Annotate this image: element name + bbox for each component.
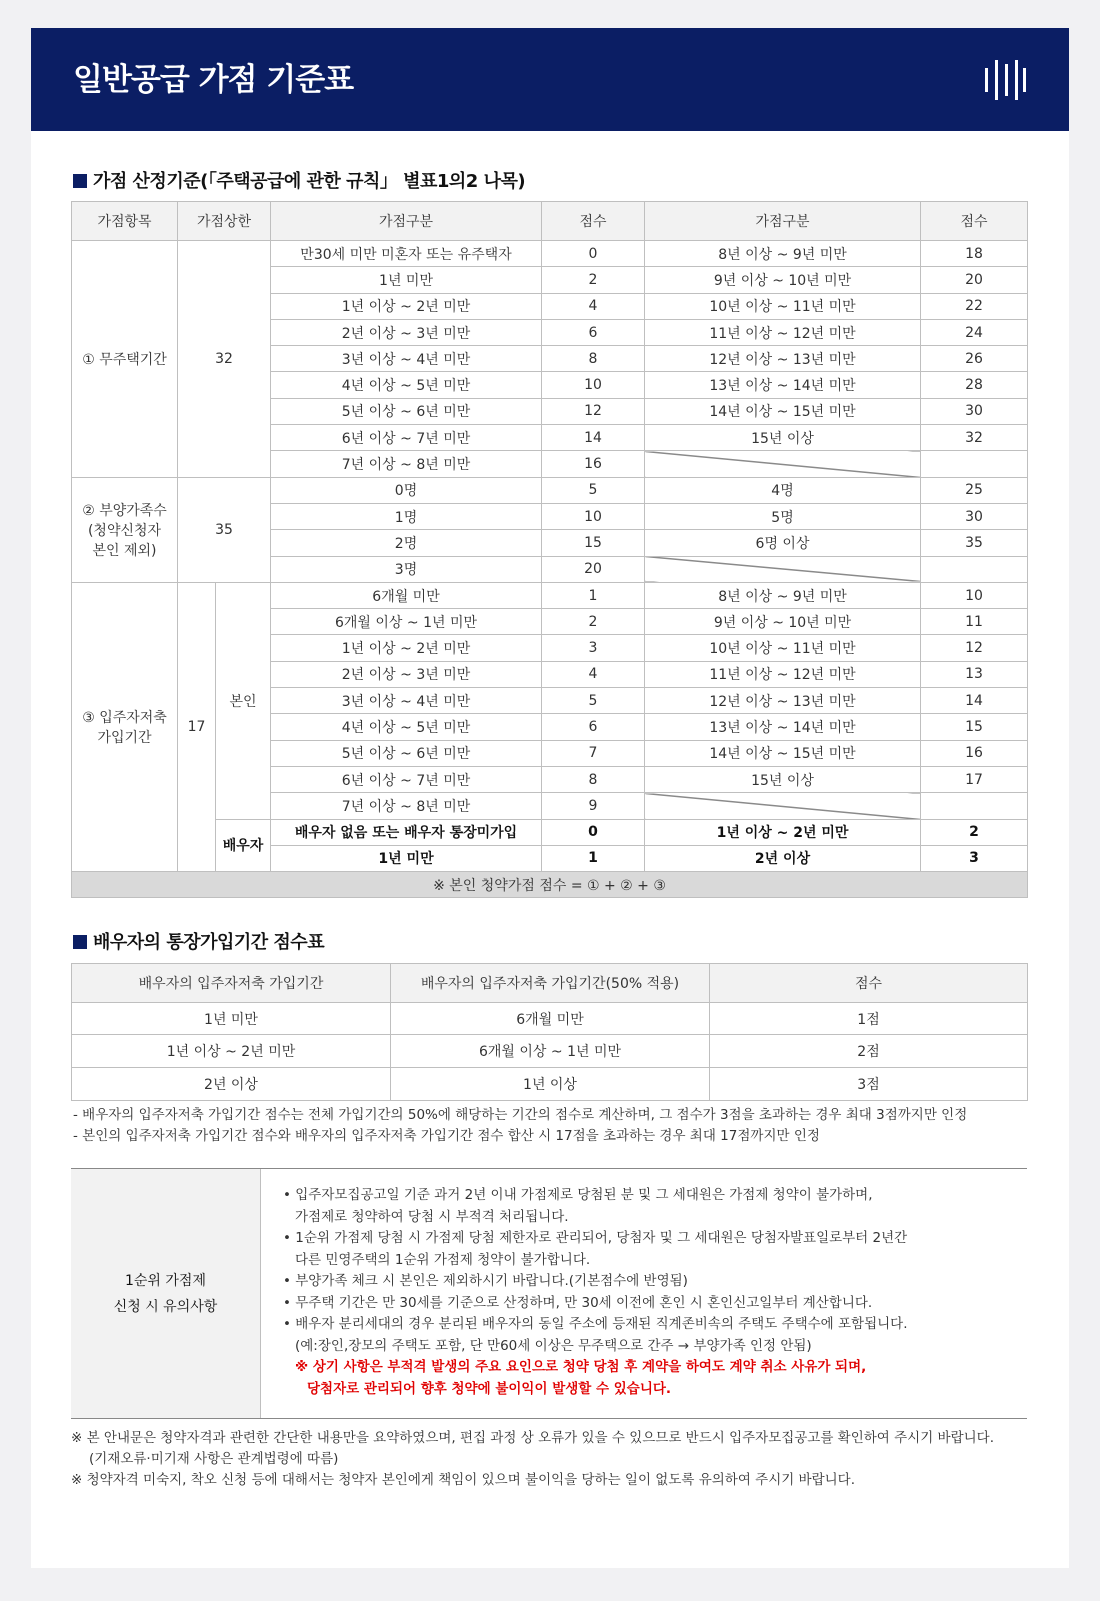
score-criteria-table xyxy=(71,201,1028,898)
table-cell: 4년 이상 ~ 5년 미만 xyxy=(271,372,542,398)
table-cell: 6개월 이상 ~ 1년 미만 xyxy=(391,1035,710,1068)
table-cell: 22 xyxy=(921,293,1028,319)
table-cell: 6년 이상 ~ 7년 미만 xyxy=(271,766,542,792)
table-cell: 18 xyxy=(921,241,1028,267)
col-header-spouse-period: 배우자의 입주자저축 가입기간 xyxy=(72,964,391,1003)
table-cell: 3점 xyxy=(710,1068,1028,1101)
table-cell: 11년 이상 ~ 12년 미만 xyxy=(645,319,921,345)
table-cell: 26 xyxy=(921,346,1028,372)
table-cell: 2년 이상 xyxy=(72,1068,391,1101)
square-bullet-icon xyxy=(73,174,87,188)
table-cell: 1년 이상 ~ 2년 미만 xyxy=(271,293,542,319)
table-cell: 4 xyxy=(542,661,645,687)
table-cell: 15 xyxy=(542,530,645,556)
table-cell: 7년 이상 ~ 8년 미만 xyxy=(271,451,542,477)
table-cell: 5 xyxy=(542,688,645,714)
table-cell: 30 xyxy=(921,398,1028,424)
table-cell: 6 xyxy=(542,714,645,740)
subgroup-label-spouse: 배우자 xyxy=(216,819,271,872)
table-cell: 32 xyxy=(921,425,1028,451)
spouse-notes xyxy=(73,1105,967,1147)
table-cell: 25 xyxy=(921,477,1028,503)
table-cell: 16 xyxy=(921,740,1028,766)
table-cell: 8 xyxy=(542,346,645,372)
square-bullet-icon xyxy=(73,935,87,949)
col-header-item: 가점항목 xyxy=(72,202,178,241)
table-cell: 1년 미만 xyxy=(72,1003,391,1035)
table-cell: 4명 xyxy=(645,477,921,503)
subgroup-label-self: 본인 xyxy=(216,582,271,819)
table-cell: 17 xyxy=(921,766,1028,792)
footer-line: ※ 본 안내문은 청약자격과 관련한 간단한 내용만을 요약하였으며, 편집 과정 상 오류가 있을 수 있으므로 반드시 입주자모집공고를 확인하여 주시기 바랍니다. xyxy=(71,1430,995,1446)
table-row xyxy=(72,1003,1028,1035)
table-cell: 12 xyxy=(542,398,645,424)
table-cell: 20 xyxy=(542,556,645,582)
note-line: - 배우자의 입주자저축 가입기간 점수는 전체 가입기간의 50%에 해당하는 기간의 점수로 계산하며, 그 점수가 3점을 초과하는 경우 최대 3점까지만 인정 xyxy=(73,1107,968,1123)
footer-line: ※ 청약자격 미숙지, 착오 신청 등에 대해서는 청약자 본인에게 책임이 있으며 불이익을 당하는 일이 없도록 유의하여 주시기 바랍니다. xyxy=(71,1472,856,1488)
table-cell: 1 xyxy=(542,582,645,608)
table-cell: 2년 이상 ~ 3년 미만 xyxy=(271,319,542,345)
table-cell: 12년 이상 ~ 13년 미만 xyxy=(645,688,921,714)
table-cell: 4 xyxy=(542,293,645,319)
page-title: 일반공급 가점 기준표 xyxy=(73,62,354,98)
table-cell: 1 xyxy=(542,845,645,871)
table-cell: 만30세 미만 미혼자 또는 유주택자 xyxy=(271,241,542,267)
table-cell: 2 xyxy=(542,609,645,635)
col-header-max: 가점상한 xyxy=(178,202,271,241)
col-header-category-2: 가점구분 xyxy=(645,202,921,241)
page-header xyxy=(31,28,1069,131)
brand-logo-icon xyxy=(983,58,1027,102)
empty-cell xyxy=(921,793,1028,819)
caution-line: • 무주택 기간은 만 30세를 기준으로 산정하며, 만 30세 이전에 혼인 시 혼인신고일부터 계산합니다. xyxy=(283,1294,873,1311)
footer-notes xyxy=(71,1428,994,1491)
col-header-spouse-period-half: 배우자의 입주자저축 가입기간(50% 적용) xyxy=(391,964,710,1003)
table-cell: 7 xyxy=(542,740,645,766)
table-cell: 1명 xyxy=(271,503,542,529)
table-cell: 3명 xyxy=(271,556,542,582)
table-cell: 8년 이상 ~ 9년 미만 xyxy=(645,241,921,267)
caution-line: • 입주자모집공고일 기준 과거 2년 이내 가점제로 당첨된 분 및 그 세대원은 가점제 청약이 불가하며, xyxy=(283,1187,873,1203)
table-cell: 8년 이상 ~ 9년 미만 xyxy=(645,582,921,608)
col-header-score-2: 점수 xyxy=(921,202,1028,241)
empty-cell xyxy=(921,451,1028,477)
table-cell: 2년 이상 ~ 3년 미만 xyxy=(271,661,542,687)
caution-line: 가점제로 청약하여 당첨 시 부적격 처리됩니다. xyxy=(295,1208,569,1225)
footer-line: (기재오류·미기재 사항은 관계법령에 따름) xyxy=(89,1451,339,1467)
spouse-score-table xyxy=(71,963,1028,1101)
table-cell: 3 xyxy=(921,845,1028,871)
table-cell: 2명 xyxy=(271,530,542,556)
table-row xyxy=(72,241,1028,267)
caution-line: 다른 민영주택의 1순위 가점제 청약이 불가합니다. xyxy=(295,1251,591,1268)
table-row xyxy=(72,477,1028,503)
table-cell: 5년 이상 ~ 6년 미만 xyxy=(271,740,542,766)
table-cell: 12년 이상 ~ 13년 미만 xyxy=(645,346,921,372)
table-cell: 9년 이상 ~ 10년 미만 xyxy=(645,267,921,293)
table-cell: 14 xyxy=(542,425,645,451)
table-cell: 13년 이상 ~ 14년 미만 xyxy=(645,372,921,398)
table-cell: 15 xyxy=(921,714,1028,740)
table-cell: 14년 이상 ~ 15년 미만 xyxy=(645,398,921,424)
table-cell: 2점 xyxy=(710,1035,1028,1068)
table-cell: 30 xyxy=(921,503,1028,529)
table-cell: 0 xyxy=(542,241,645,267)
table-cell: 1년 이상 ~ 2년 미만 xyxy=(271,635,542,661)
table-cell: 20 xyxy=(921,267,1028,293)
group-max: 35 xyxy=(178,477,271,582)
table-cell: 3 xyxy=(542,635,645,661)
table-cell: 2 xyxy=(542,267,645,293)
table-cell: 9년 이상 ~ 10년 미만 xyxy=(645,609,921,635)
group-label: ③ 입주자저축 가입기간 xyxy=(72,582,178,871)
table-row xyxy=(72,1035,1028,1068)
table-cell: 13 xyxy=(921,661,1028,687)
table-cell: 1년 이상 ~ 2년 미만 xyxy=(72,1035,391,1068)
table-cell: 3년 이상 ~ 4년 미만 xyxy=(271,688,542,714)
table-cell: 7년 이상 ~ 8년 미만 xyxy=(271,793,542,819)
table-cell: 배우자 없음 또는 배우자 통장미가입 xyxy=(271,819,542,845)
table-cell: 6개월 이상 ~ 1년 미만 xyxy=(271,609,542,635)
table-header-row xyxy=(72,964,1028,1003)
table-cell: 6개월 미만 xyxy=(271,582,542,608)
table-cell: 24 xyxy=(921,319,1028,345)
empty-cell xyxy=(645,556,921,582)
table-cell: 1년 미만 xyxy=(271,267,542,293)
col-header-score: 점수 xyxy=(542,202,645,241)
table-row xyxy=(72,872,1028,898)
caution-warning: 당첨자로 관리되어 향후 청약에 불이익이 발생할 수 있습니다. xyxy=(307,1380,672,1397)
caution-warning: ※ 상기 사항은 부적격 발생의 주요 요인으로 청약 당첨 후 계약을 하여도 계약 취소 사유가 되며, xyxy=(295,1359,867,1375)
col-header-category: 가점구분 xyxy=(271,202,542,241)
note-line: - 본인의 입주자저축 가입기간 점수와 배우자의 입주자저축 가입기간 점수 합산 시 17점을 초과하는 경우 최대 17점까지만 인정 xyxy=(73,1128,820,1144)
table-cell: 1점 xyxy=(710,1003,1028,1035)
table-row xyxy=(72,819,1028,845)
table-row xyxy=(72,582,1028,608)
empty-cell xyxy=(645,451,921,477)
section-title-spouse: 배우자의 통장가입기간 점수표 xyxy=(73,928,324,954)
score-formula-note: ※ 본인 청약가점 점수 = ① + ② + ③ xyxy=(72,872,1028,898)
table-cell: 6년 이상 ~ 7년 미만 xyxy=(271,425,542,451)
table-cell: 35 xyxy=(921,530,1028,556)
table-cell: 6 xyxy=(542,319,645,345)
table-cell: 3년 이상 ~ 4년 미만 xyxy=(271,346,542,372)
table-cell: 12 xyxy=(921,635,1028,661)
caution-body xyxy=(283,1185,1003,1400)
table-cell: 1년 이상 xyxy=(391,1068,710,1101)
caution-box xyxy=(71,1168,1027,1419)
table-cell: 6명 이상 xyxy=(645,530,921,556)
empty-cell xyxy=(921,556,1028,582)
table-cell: 14 xyxy=(921,688,1028,714)
table-cell: 2년 이상 xyxy=(645,845,921,871)
caution-line: • 부양가족 체크 시 본인은 제외하시기 바랍니다.(기본점수에 반영됨) xyxy=(283,1273,688,1289)
table-cell: 10년 이상 ~ 11년 미만 xyxy=(645,635,921,661)
table-header-row xyxy=(72,202,1028,241)
caution-line: • 1순위 가점제 당첨 시 가점제 당첨 제한자로 관리되어, 당첨자 및 그 세대원은 당첨자발표일로부터 2년간 xyxy=(283,1230,908,1246)
caution-line: • 배우자 분리세대의 경우 분리된 배우자의 동일 주소에 등재된 직계존비속의 주택도 주택수에 포함됩니다. xyxy=(283,1316,908,1332)
group-max: 17 xyxy=(178,582,216,871)
table-cell: 2 xyxy=(921,819,1028,845)
group-label: ② 부양가족수 (청약신청자 본인 제외) xyxy=(72,477,178,582)
section-title-criteria: 가점 산정기준(「주택공급에 관한 규칙」 별표1의2 나목) xyxy=(73,167,525,193)
table-cell: 4년 이상 ~ 5년 미만 xyxy=(271,714,542,740)
table-cell: 10 xyxy=(921,582,1028,608)
group-label: ① 무주택기간 xyxy=(72,241,178,478)
table-cell: 11 xyxy=(921,609,1028,635)
caution-label: 1순위 가점제 신청 시 유의사항 xyxy=(71,1169,261,1418)
caution-line: (예:장인,장모의 주택도 포함, 단 만60세 이상은 무주택으로 간주 → 부양가족 인정 안됨) xyxy=(295,1337,812,1354)
table-cell: 1년 이상 ~ 2년 미만 xyxy=(645,819,921,845)
table-cell: 0 xyxy=(542,819,645,845)
table-cell: 6개월 미만 xyxy=(391,1003,710,1035)
col-header-score: 점수 xyxy=(710,964,1028,1003)
group-max: 32 xyxy=(178,241,271,478)
table-cell: 14년 이상 ~ 15년 미만 xyxy=(645,740,921,766)
table-cell: 16 xyxy=(542,451,645,477)
table-row xyxy=(72,1068,1028,1101)
table-cell: 13년 이상 ~ 14년 미만 xyxy=(645,714,921,740)
table-cell: 0명 xyxy=(271,477,542,503)
table-cell: 1년 미만 xyxy=(271,845,542,871)
table-cell: 9 xyxy=(542,793,645,819)
table-cell: 5년 이상 ~ 6년 미만 xyxy=(271,398,542,424)
table-cell: 10 xyxy=(542,372,645,398)
table-cell: 8 xyxy=(542,766,645,792)
table-cell: 10 xyxy=(542,503,645,529)
table-cell: 15년 이상 xyxy=(645,425,921,451)
table-cell: 15년 이상 xyxy=(645,766,921,792)
table-cell: 5 xyxy=(542,477,645,503)
table-cell: 5명 xyxy=(645,503,921,529)
table-cell: 28 xyxy=(921,372,1028,398)
table-cell: 10년 이상 ~ 11년 미만 xyxy=(645,293,921,319)
table-cell: 11년 이상 ~ 12년 미만 xyxy=(645,661,921,687)
empty-cell xyxy=(645,793,921,819)
